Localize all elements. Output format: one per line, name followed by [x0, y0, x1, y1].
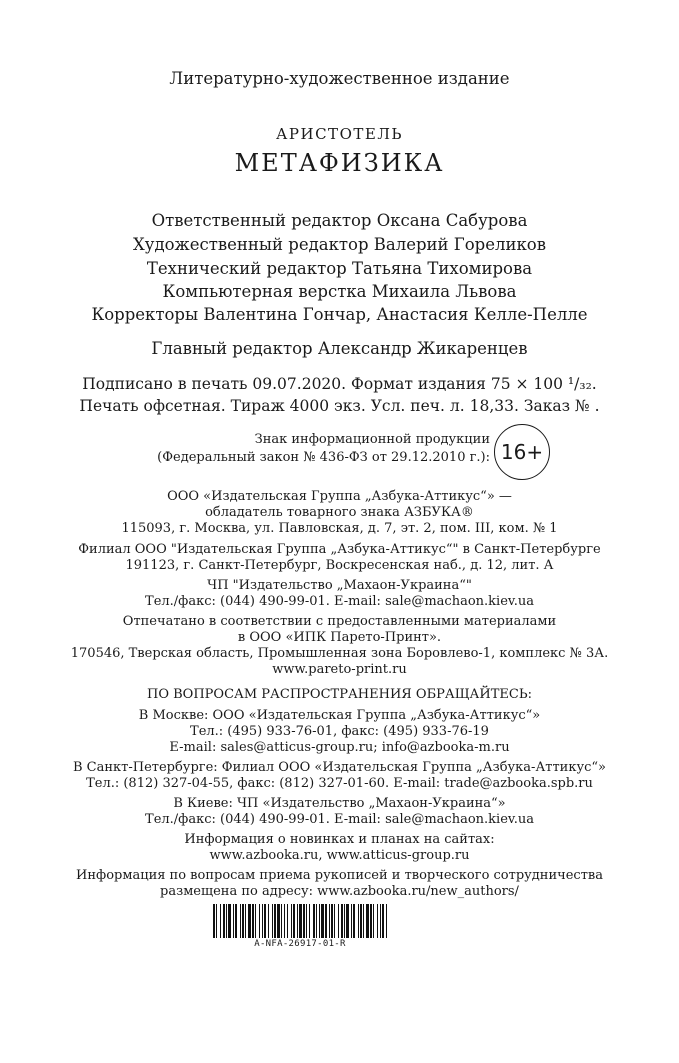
barcode-bar: [334, 904, 335, 938]
publisher-trademark: обладатель товарного знака АЗБУКА®: [205, 505, 474, 520]
kiev-distributor: В Киеве: ЧП «Издательство „Махаон-Украина“»: [173, 796, 506, 811]
spb-branch-name: Филиал ООО "Издательская Группа „Азбука-Аттикус“" в Санкт-Петербурге: [78, 542, 601, 557]
barcode-bar: [220, 904, 221, 938]
barcode-bar: [363, 904, 364, 938]
barcode-bar: [377, 904, 378, 938]
barcode-bar: [245, 904, 246, 938]
barcode-bar: [252, 904, 254, 938]
ukraine-publisher-contact: Тел./факс: (044) 490-99-01. E-mail: sale@machaon.kiev.ua: [145, 594, 534, 609]
barcode-bar: [380, 904, 381, 938]
spb-phone: Тел.: (812) 327-04-55, факс: (812) 327-01-60. E-mail: trade@azbooka.spb.ru: [86, 776, 593, 791]
barcode-bar: [228, 904, 231, 938]
print-details-line2: Печать офсетная. Тираж 4000 экз. Усл. печ. л. 18,33. Заказ № .: [79, 397, 600, 415]
authors-info: Информация по вопросам приема рукописей и творческого сотрудничества: [76, 868, 603, 883]
barcode-bar: [268, 904, 269, 938]
barcode-bar: [303, 904, 305, 938]
kiev-phone: Тел./факс: (044) 490-99-01. E-mail: sale@machaon.kiev.ua: [145, 812, 534, 827]
edition-type: Литературно-художественное издание: [169, 69, 510, 88]
barcode-bar: [344, 904, 345, 938]
barcode-bar: [297, 904, 298, 938]
barcode-bar: [338, 904, 339, 938]
barcode-bar: [321, 904, 324, 938]
credit-proofreaders: Корректоры Валентина Гончар, Анастасия Келле-Пелле: [91, 305, 588, 324]
barcode-bar: [346, 904, 349, 938]
spb-distributor: В Санкт-Петербурге: Филиал ООО «Издательская Группа „Азбука-Аттикус“»: [72, 760, 607, 775]
barcode-bar: [213, 904, 215, 938]
barcode-bar: [255, 904, 256, 938]
barcode-bar: [262, 904, 263, 938]
websites-heading: Информация о новинках и планах на сайтах:: [184, 832, 495, 847]
moscow-email: E-mail: sales@atticus-group.ru; info@azbooka-m.ru: [169, 740, 510, 755]
barcode-bar: [316, 904, 317, 938]
barcode-bar: [242, 904, 244, 938]
age-label-line1: Знак информационной продукции: [254, 432, 490, 447]
barcode-bar: [226, 904, 227, 938]
publisher-name: ООО «Издательская Группа „Азбука-Аттикус“» —: [167, 489, 512, 504]
credit-responsible-editor: Ответственный редактор Оксана Сабурова: [151, 211, 528, 230]
moscow-distributor: В Москве: ООО «Издательская Группа „Азбука-Аттикус“»: [138, 708, 541, 723]
barcode-bar: [373, 904, 374, 938]
printer-address: 170546, Тверская область, Промышленная зона Боровлево-1, комплекс № 3А.: [70, 646, 609, 661]
printer-website: www.pareto-print.ru: [272, 662, 407, 677]
credit-chief-editor: Главный редактор Александр Жикаренцев: [151, 339, 528, 358]
credit-technical-editor: Технический редактор Татьяна Тихомирова: [146, 259, 533, 278]
barcode-bar: [353, 904, 355, 938]
barcode-bar: [331, 904, 333, 938]
barcode-bar: [287, 904, 288, 938]
barcode-bar: [370, 904, 372, 938]
moscow-phone: Тел.: (495) 933-76-01, факс: (495) 933-76-19: [190, 724, 489, 739]
printer-note: Отпечатано в соответствии с предоставленными материалами: [122, 614, 557, 629]
barcode-bar: [281, 904, 282, 938]
barcode-bar: [264, 904, 266, 938]
websites-list: www.azbooka.ru, www.atticus-group.ru: [209, 848, 470, 863]
spb-branch-address: 191123, г. Санкт-Петербург, Воскресенская наб., д. 12, лит. А: [125, 558, 554, 573]
barcode-bar: [309, 904, 310, 938]
barcode-bar: [351, 904, 352, 938]
publisher-address: 115093, г. Москва, ул. Павловская, д. 7, эт. 2, пом. III, ком. № 1: [121, 521, 558, 536]
barcode-bar: [284, 904, 285, 938]
barcode-bar: [366, 904, 369, 938]
barcode-bar: [341, 904, 343, 938]
book-title: МЕТАФИЗИКА: [234, 149, 445, 177]
barcode-bar: [299, 904, 302, 938]
barcode-bar: [358, 904, 359, 938]
barcode-bar: [248, 904, 251, 938]
barcode-bar: [277, 904, 280, 938]
authors-address: размещена по адресу: www.azbooka.ru/new_authors/: [160, 884, 519, 899]
age-rating-badge: 16+: [494, 424, 550, 480]
credit-layout: Компьютерная верстка Михаила Львова: [162, 282, 517, 301]
age-label-line2: (Федеральный закон № 436-ФЗ от 29.12.2010 г.):: [157, 450, 490, 465]
credit-art-editor: Художественный редактор Валерий Гореликов: [133, 235, 546, 254]
barcode-bar: [216, 904, 217, 938]
barcode-bar: [233, 904, 234, 938]
barcode-bar: [274, 904, 276, 938]
barcode-bar: [306, 904, 307, 938]
barcode-bar: [319, 904, 320, 938]
barcode-bar: [223, 904, 225, 938]
barcode-bar: [386, 904, 387, 938]
book-author: АРИСТОТЕЛЬ: [276, 125, 403, 143]
barcode-bar: [325, 904, 327, 938]
barcode-bar: [382, 904, 384, 938]
barcode-bar: [259, 904, 260, 938]
barcode-bar: [329, 904, 330, 938]
barcode-bar: [291, 904, 292, 938]
barcode-bar: [235, 904, 237, 938]
barcode-bar: [240, 904, 241, 938]
print-details-line1: Подписано в печать 09.07.2020. Формат издания 75 × 100 ¹/₃₂.: [82, 375, 597, 393]
ukraine-publisher-name: ЧП "Издательство „Махаон-Украина“": [207, 578, 472, 593]
printer-name: в ООО «ИПК Парето-Принт».: [237, 630, 442, 645]
barcode: [213, 904, 387, 938]
distribution-heading: ПО ВОПРОСАМ РАСПРОСТРАНЕНИЯ ОБРАЩАЙТЕСЬ:: [146, 687, 532, 702]
barcode-number: A-NFA-26917-01-R: [254, 939, 346, 949]
barcode-bar: [360, 904, 362, 938]
barcode-bar: [313, 904, 315, 938]
barcode-bar: [272, 904, 273, 938]
barcode-bar: [293, 904, 295, 938]
